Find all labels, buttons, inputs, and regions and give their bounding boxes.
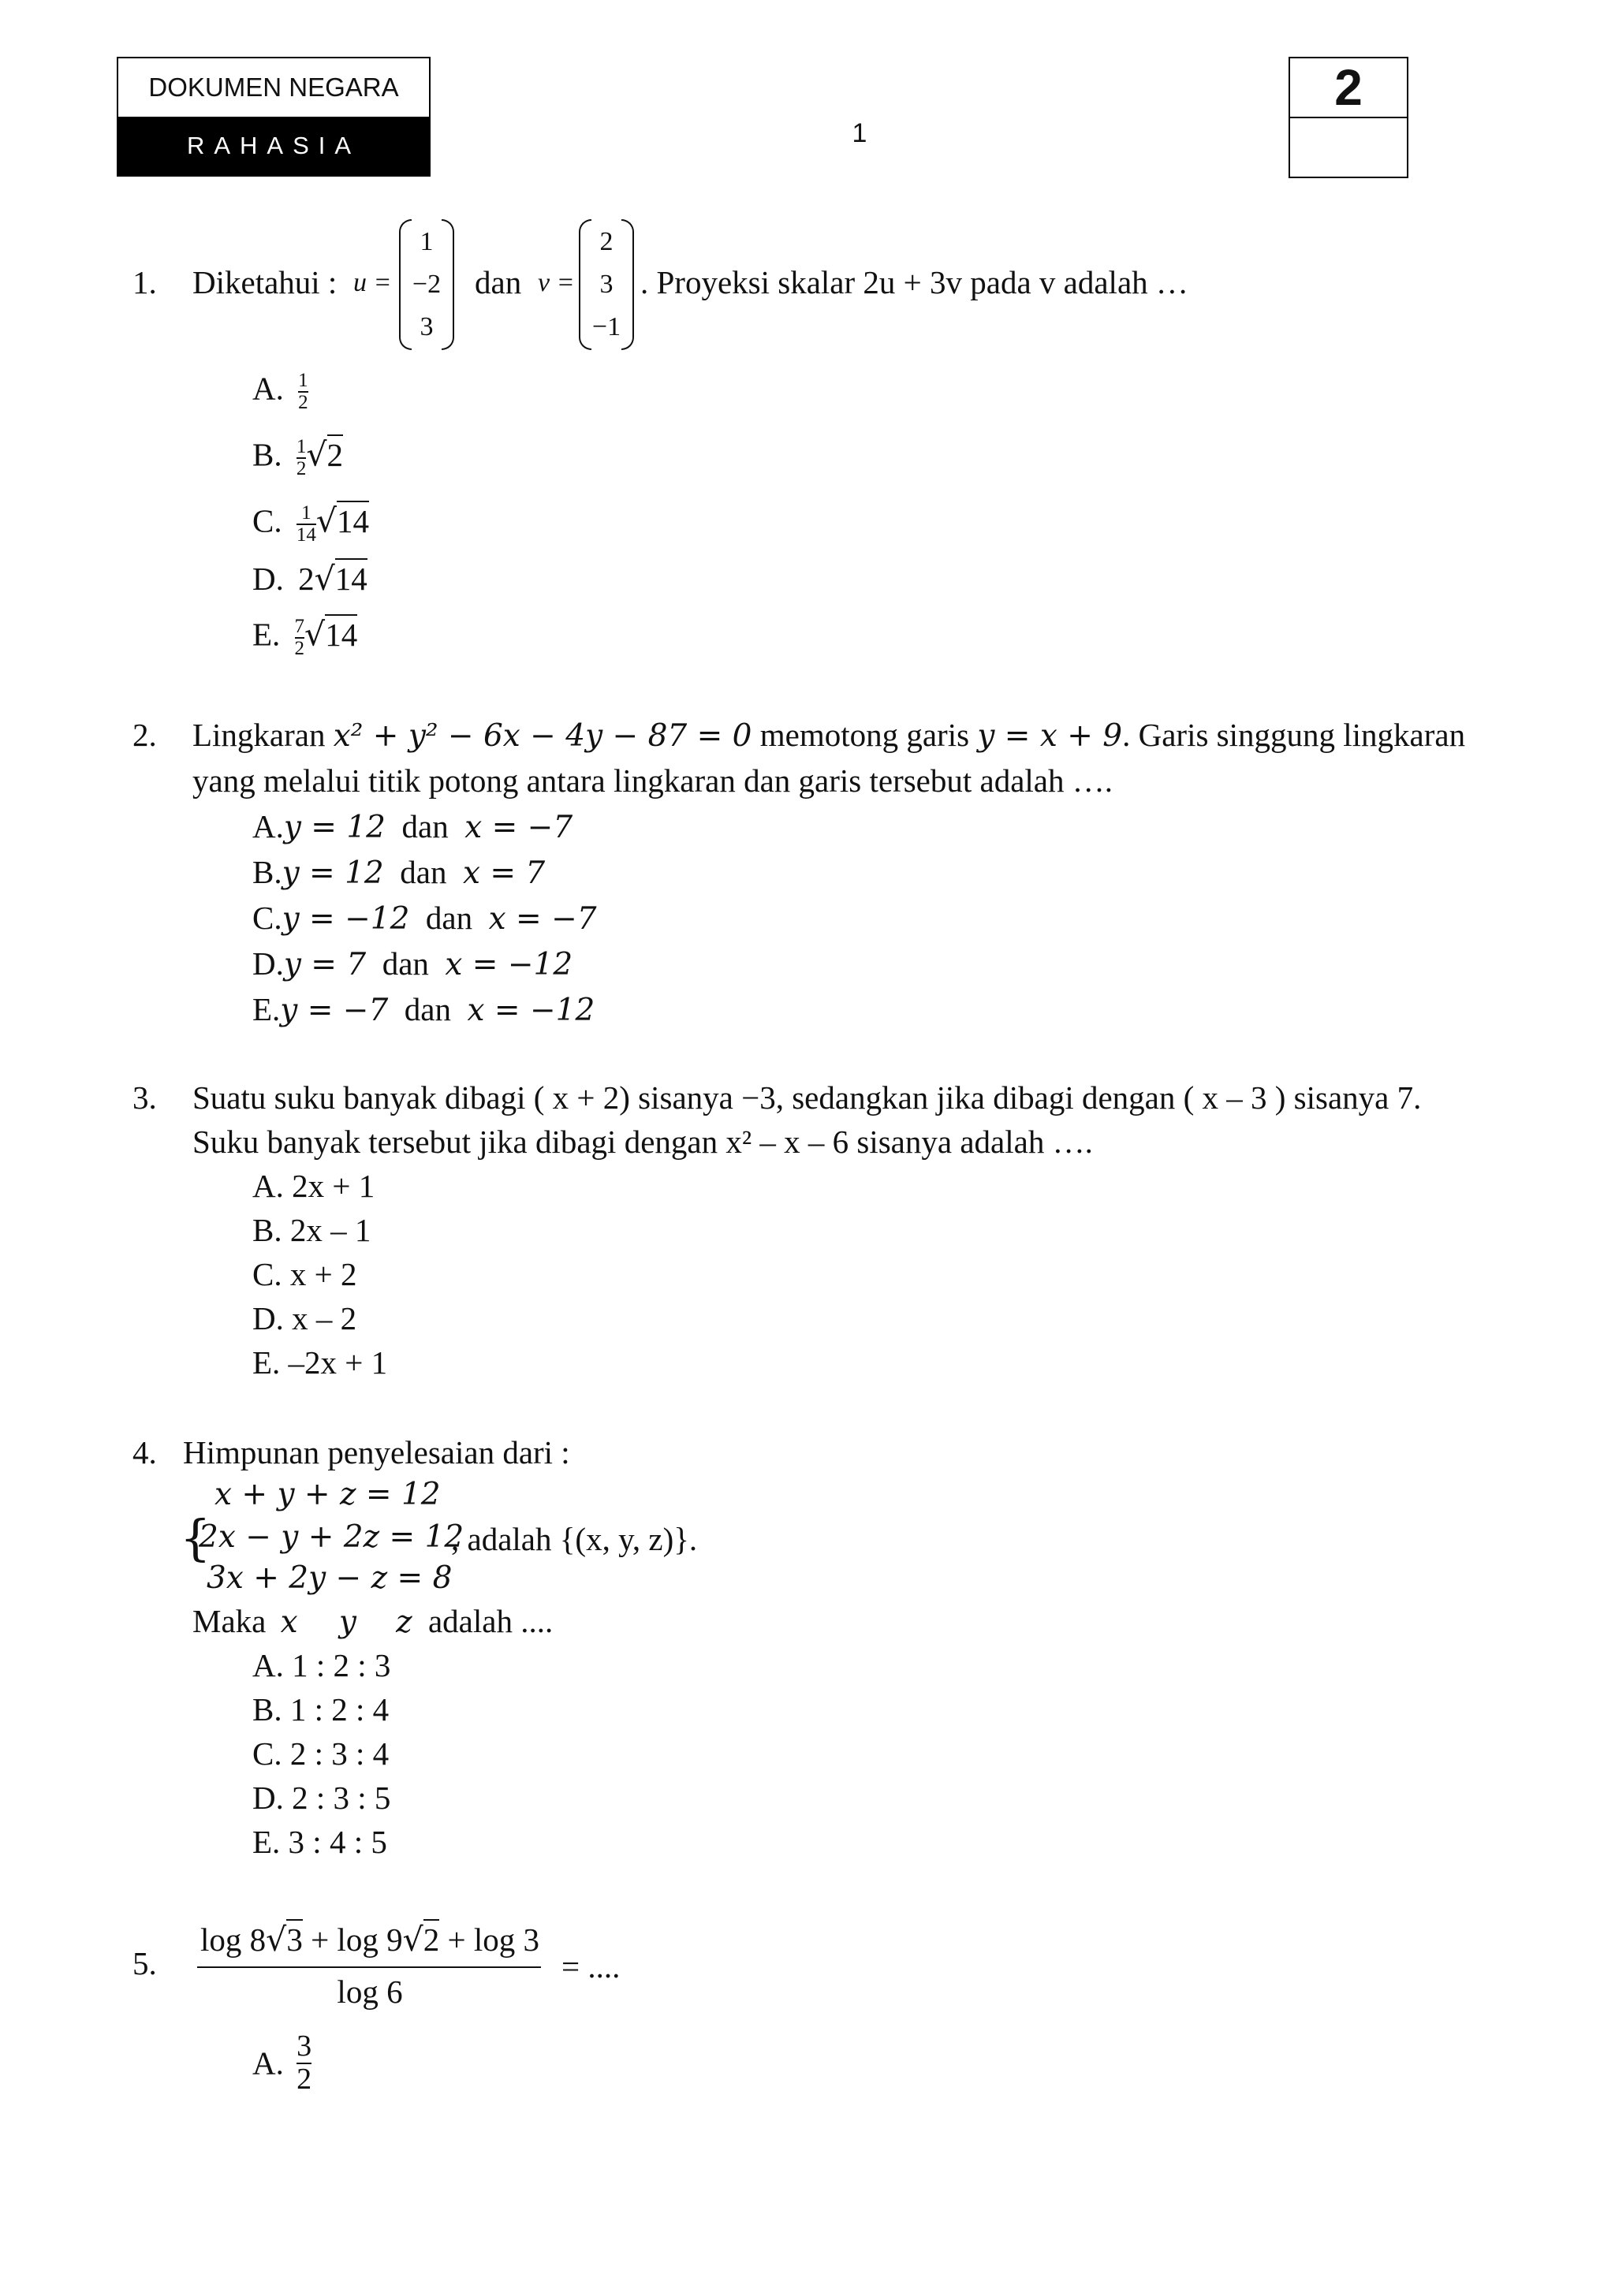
option-a bbox=[252, 808, 573, 845]
ratio-question bbox=[192, 1605, 553, 1638]
fraction bbox=[297, 2031, 311, 2096]
sqrt-icon: √ bbox=[402, 1921, 423, 1959]
sqrt-icon: √ bbox=[304, 615, 326, 654]
option-a bbox=[252, 2031, 311, 2096]
vector-element: 3 bbox=[599, 270, 614, 299]
fraction bbox=[297, 503, 316, 546]
doc-label: DOKUMEN NEGARA bbox=[148, 73, 399, 102]
numerator: 3 bbox=[297, 2030, 312, 2063]
line-equation: y = x + 9 bbox=[977, 718, 1123, 754]
sqrt-icon: √ bbox=[306, 435, 327, 474]
option-letter: E. bbox=[252, 991, 281, 1027]
option-b bbox=[252, 856, 545, 889]
option-text: 2 : 3 : 4 bbox=[289, 1735, 390, 1772]
question-text-line-1 bbox=[192, 717, 1466, 754]
radicand: 14 bbox=[335, 558, 367, 597]
equation: x = −12 bbox=[445, 947, 573, 982]
paper-code: 2 bbox=[1334, 59, 1363, 116]
option-text: 3 : 4 : 5 bbox=[288, 1824, 387, 1860]
option-letter: D. bbox=[252, 561, 284, 597]
question-number: 3. bbox=[132, 1079, 157, 1116]
variable: y bbox=[338, 1605, 356, 1640]
option-e bbox=[252, 617, 357, 660]
option-text: 2x – 1 bbox=[289, 1212, 371, 1248]
question-text-line-1: Suatu suku banyak dibagi ( x + 2) sisanya −3, sedangkan jika dibagi dengan ( x – 3 ) sisanya 7. bbox=[192, 1079, 1422, 1116]
equation: y = 12 bbox=[283, 810, 386, 845]
numerator: 1 bbox=[301, 502, 311, 524]
option-b bbox=[252, 1214, 371, 1247]
radicand: 14 bbox=[325, 614, 357, 653]
denominator: 2 bbox=[298, 392, 308, 414]
option-e bbox=[252, 1826, 387, 1858]
equation: x = −12 bbox=[467, 993, 595, 1028]
text: log 8 bbox=[200, 1921, 267, 1958]
text: Maka bbox=[192, 1603, 267, 1639]
option-d bbox=[252, 1300, 357, 1336]
option-b bbox=[252, 437, 343, 480]
text: Lingkaran bbox=[192, 717, 326, 753]
text: + log 3 bbox=[439, 1921, 539, 1958]
equation: x = 7 bbox=[462, 855, 546, 891]
fraction bbox=[295, 617, 305, 660]
equation: y = 7 bbox=[283, 947, 367, 982]
radicand: 14 bbox=[337, 501, 369, 539]
vector-element: −1 bbox=[591, 312, 621, 341]
option-letter: D. bbox=[252, 945, 284, 982]
sqrt-icon: √ bbox=[315, 501, 337, 540]
text: + log 9 bbox=[302, 1921, 403, 1958]
classification-label: RAHASIA bbox=[118, 117, 429, 175]
vector-element: −2 bbox=[412, 270, 442, 299]
page-number: 1 bbox=[852, 118, 867, 148]
vector-element: 3 bbox=[420, 312, 434, 341]
option-text: 1 : 2 : 4 bbox=[289, 1691, 390, 1728]
text: . Garis singgung lingkaran bbox=[1122, 717, 1466, 753]
equation: x = −7 bbox=[464, 810, 573, 845]
equation: x = −7 bbox=[488, 901, 597, 937]
option-letter: E. bbox=[252, 1344, 281, 1381]
option-letter: A. bbox=[252, 1647, 284, 1683]
paper-code-divider bbox=[1289, 117, 1408, 118]
conjunction: dan bbox=[400, 854, 447, 890]
option-text: 2 : 3 : 5 bbox=[292, 1780, 391, 1816]
v-label: v = bbox=[538, 268, 575, 297]
conjunction: dan bbox=[404, 991, 451, 1027]
option-a bbox=[252, 1649, 390, 1682]
variable: x bbox=[280, 1605, 298, 1640]
numerator: 7 bbox=[294, 616, 305, 637]
denominator: 2 bbox=[294, 638, 305, 660]
option-a bbox=[252, 371, 308, 414]
fraction bbox=[298, 371, 308, 414]
option-text: x – 2 bbox=[292, 1300, 357, 1336]
brace-icon: { bbox=[180, 1509, 211, 1567]
equation: y = −7 bbox=[280, 993, 389, 1028]
option-letter: C. bbox=[252, 502, 282, 539]
option-b bbox=[252, 1691, 390, 1728]
option-d bbox=[252, 560, 367, 598]
numerator: 1 bbox=[296, 436, 307, 457]
option-e bbox=[252, 1344, 388, 1381]
option-c bbox=[252, 503, 369, 546]
u-label: u = bbox=[353, 268, 392, 297]
question-text-line-2: yang melalui titik potong antara lingkaran dan garis tersebut adalah …. bbox=[192, 762, 1113, 799]
option-letter: E. bbox=[252, 1824, 281, 1860]
option-letter: A. bbox=[252, 370, 284, 407]
coefficient: 2 bbox=[298, 561, 315, 597]
fraction-bar bbox=[197, 1966, 541, 1968]
variable: z bbox=[396, 1605, 412, 1640]
option-c bbox=[252, 1258, 356, 1291]
vector-v bbox=[579, 219, 634, 350]
option-letter: D. bbox=[252, 1300, 284, 1336]
equation: y = 12 bbox=[282, 855, 384, 891]
equation: y = −12 bbox=[282, 901, 410, 937]
option-letter: E. bbox=[252, 616, 281, 653]
system-equation-2: 2x − y + 2z = 12 bbox=[199, 1519, 464, 1555]
system-equation-1: x + y + z = 12 bbox=[214, 1477, 441, 1512]
option-text: x + 2 bbox=[289, 1256, 357, 1292]
circle-equation: x² + y² − 6x − 4y − 87 = 0 bbox=[333, 718, 752, 754]
vector-element: 1 bbox=[420, 227, 434, 256]
option-letter: C. bbox=[252, 1735, 282, 1772]
conjunction: dan bbox=[475, 264, 522, 300]
option-letter: B. bbox=[252, 436, 282, 473]
option-letter: A. bbox=[252, 2044, 284, 2082]
option-d bbox=[252, 1782, 390, 1814]
vector-u bbox=[399, 219, 454, 350]
question-number: 1. bbox=[132, 264, 157, 300]
option-text: –2x + 1 bbox=[288, 1344, 388, 1381]
radicand: 2 bbox=[327, 434, 344, 473]
log-numerator bbox=[200, 1921, 539, 1959]
option-e bbox=[252, 993, 595, 1026]
equals: = .... bbox=[561, 1948, 621, 1985]
conjunction: dan bbox=[425, 900, 473, 936]
option-c bbox=[252, 900, 597, 937]
numerator: 1 bbox=[298, 370, 308, 391]
option-letter: A. bbox=[252, 1168, 284, 1204]
denominator: 14 bbox=[296, 524, 316, 546]
question-text: . Proyeksi skalar 2u + 3v pada v adalah … bbox=[640, 264, 1188, 300]
denominator: 2 bbox=[296, 458, 307, 480]
conjunction: dan bbox=[382, 945, 429, 982]
option-letter: B. bbox=[252, 1691, 282, 1728]
option-letter: A. bbox=[252, 808, 284, 844]
option-d bbox=[252, 945, 573, 982]
option-text: 1 : 2 : 3 bbox=[292, 1647, 391, 1683]
question-intro: Himpunan penyelesaian dari : bbox=[183, 1434, 570, 1470]
text: memotong garis bbox=[759, 717, 970, 753]
fraction bbox=[297, 437, 307, 480]
text: adalah .... bbox=[427, 1603, 554, 1639]
option-letter: C. bbox=[252, 900, 282, 936]
option-letter: D. bbox=[252, 1780, 284, 1816]
question-number: 4. bbox=[132, 1434, 157, 1470]
denominator: 2 bbox=[297, 2062, 312, 2096]
vector-element: 2 bbox=[599, 227, 614, 256]
option-letter: B. bbox=[252, 1212, 282, 1248]
option-letter: B. bbox=[252, 854, 282, 890]
option-a bbox=[252, 1170, 375, 1202]
sqrt-icon: √ bbox=[266, 1921, 287, 1959]
radicand: 2 bbox=[423, 1919, 440, 1958]
log-denominator: log 6 bbox=[337, 1974, 403, 2010]
system-equation-3: 3x + 2y − z = 8 bbox=[207, 1560, 453, 1596]
system-conclusion: , adalah {(x, y, z)}. bbox=[451, 1521, 698, 1557]
question-number: 5. bbox=[132, 1945, 157, 1981]
conjunction: dan bbox=[401, 808, 449, 844]
sqrt-icon: √ bbox=[314, 560, 335, 598]
radicand: 3 bbox=[286, 1919, 303, 1958]
option-text: 2x + 1 bbox=[292, 1168, 375, 1204]
question-text-line-2: Suku banyak tersebut jika dibagi dengan x² – x – 6 sisanya adalah …. bbox=[192, 1124, 1093, 1160]
option-letter: C. bbox=[252, 1256, 282, 1292]
question-number: 2. bbox=[132, 717, 157, 753]
option-c bbox=[252, 1735, 390, 1772]
question-prefix: Diketahui : bbox=[192, 264, 338, 300]
